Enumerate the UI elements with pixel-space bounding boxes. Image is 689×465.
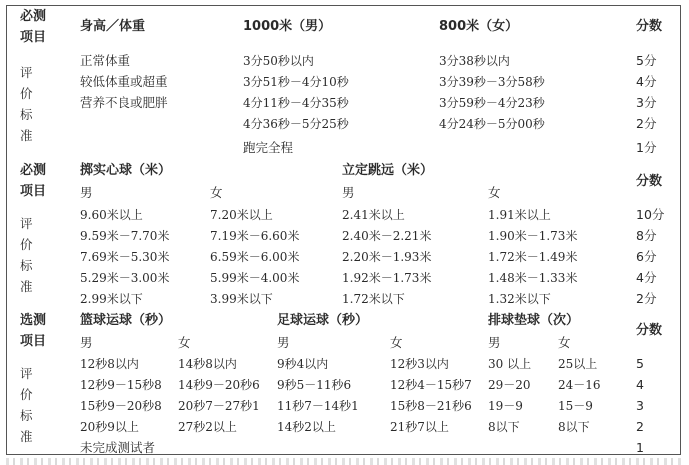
ball-male-standard: 9.60米以上	[80, 208, 143, 222]
header-score: 分数	[636, 174, 663, 189]
foot-female-standard: 15秒8－21秒6	[390, 399, 472, 413]
jump-male-standard: 2.40米－2.21米	[342, 229, 432, 243]
header-standing-jump: 立定跳远（米）	[342, 163, 434, 178]
gender-male-label: 男	[80, 185, 93, 200]
sec1-score: 1分	[636, 140, 657, 155]
sec1-eval-char: 评	[20, 65, 33, 80]
gender-male-label: 男	[277, 335, 290, 350]
jump-female-standard: 1.72米－1.49米	[488, 250, 578, 264]
volley-female-standard: 15－9	[558, 399, 593, 413]
sec1-score: 4分	[636, 74, 657, 89]
m1000-standard: 3分51秒－4分10秒	[243, 75, 349, 89]
ball-female-standard: 5.99米－4.00米	[210, 271, 300, 285]
foot-male-standard: 9秒5－11秒6	[277, 378, 352, 392]
sec2-eval-char: 评	[20, 216, 33, 231]
gender-male-label: 男	[488, 335, 501, 350]
m1000-standard: 4分11秒－4分35秒	[243, 96, 349, 110]
weight-category: 较低体重或超重	[80, 74, 168, 89]
sec1-eval-char: 价	[20, 86, 33, 101]
sec3-eval-char: 准	[20, 429, 33, 444]
volley-male-standard: 19－9	[488, 399, 523, 413]
sec3-score: 5	[636, 356, 644, 371]
sec2-score: 4分	[636, 270, 657, 285]
sec3-score: 3	[636, 398, 644, 413]
basket-female-standard: 27秒2以上	[178, 420, 237, 434]
foot-female-standard: 21秒7以上	[390, 420, 449, 434]
gender-female-label: 女	[178, 335, 191, 350]
volley-female-standard: 25以上	[558, 357, 598, 371]
sec2-eval-char: 标	[20, 258, 33, 273]
sec1-score: 5分	[636, 53, 657, 68]
ball-male-standard: 9.59米－7.70米	[80, 229, 170, 243]
header-height-weight: 身高／体重	[80, 19, 146, 34]
weight-category: 正常体重	[80, 53, 131, 68]
volley-male-standard: 29－20	[488, 378, 531, 392]
jump-male-standard: 2.20米－1.93米	[342, 250, 432, 264]
sec3-eval-char: 评	[20, 366, 33, 381]
sec3-row-label-line2: 项目	[20, 334, 47, 349]
header-basketball-dribble: 篮球运球（秒）	[80, 313, 172, 328]
gender-female-label: 女	[210, 185, 223, 200]
sec1-eval-char: 准	[20, 128, 33, 143]
gender-female-label: 女	[390, 335, 403, 350]
foot-female-standard: 12秒3以内	[390, 357, 449, 371]
foot-male-standard: 11秒7－14秒1	[277, 399, 359, 413]
header-score: 分数	[636, 323, 663, 338]
jump-male-standard: 1.92米－1.73米	[342, 271, 432, 285]
scan-noise-strip	[6, 458, 681, 465]
basket-male-standard: 未完成测试者	[80, 440, 156, 455]
f800-standard: 3分39秒－3分58秒	[439, 75, 545, 89]
volley-female-standard: 8以下	[558, 420, 590, 434]
sec1-row-label-line1: 必测	[20, 9, 47, 24]
header-score: 分数	[636, 19, 663, 34]
sec2-score: 10分	[636, 207, 665, 222]
header-football-dribble: 足球运球（秒）	[277, 313, 369, 328]
m1000-standard: 3分50秒以内	[243, 54, 314, 68]
basket-male-standard: 12秒8以内	[80, 357, 139, 371]
sec2-score: 8分	[636, 228, 657, 243]
sec1-score: 3分	[636, 95, 657, 110]
gender-male-label: 男	[342, 185, 355, 200]
gender-female-label: 女	[558, 335, 571, 350]
ball-male-standard: 5.29米－3.00米	[80, 271, 170, 285]
basket-female-standard: 14秒9－20秒6	[178, 378, 260, 392]
weight-category: 营养不良或肥胖	[80, 95, 168, 110]
sec2-score: 6分	[636, 249, 657, 264]
basket-female-standard: 20秒7－27秒1	[178, 399, 260, 413]
ball-female-standard: 6.59米－6.00米	[210, 250, 300, 264]
jump-male-standard: 2.41米以上	[342, 208, 405, 222]
m1000-standard: 跑完全程	[243, 140, 294, 155]
foot-female-standard: 12秒4－15秒7	[390, 378, 472, 392]
sec2-eval-char: 价	[20, 237, 33, 252]
gender-female-label: 女	[488, 185, 501, 200]
f800-standard: 3分38秒以内	[439, 54, 510, 68]
sec3-score: 4	[636, 377, 644, 392]
ball-female-standard: 7.19米－6.60米	[210, 229, 300, 243]
jump-female-standard: 1.90米－1.73米	[488, 229, 578, 243]
header-volleyball-bump: 排球垫球（次）	[488, 313, 580, 328]
basket-female-standard: 14秒8以内	[178, 357, 237, 371]
gender-male-label: 男	[80, 335, 93, 350]
ball-male-standard: 2.99米以下	[80, 292, 143, 306]
volley-male-standard: 30 以上	[488, 357, 532, 371]
sec3-row-label-line1: 选测	[20, 313, 47, 328]
sec2-row-label-line1: 必测	[20, 163, 47, 178]
foot-male-standard: 14秒2以上	[277, 420, 336, 434]
sec1-row-label-line2: 项目	[20, 30, 47, 45]
ball-female-standard: 3.99米以下	[210, 292, 273, 306]
basket-male-standard: 20秒9以上	[80, 420, 139, 434]
sec3-eval-char: 价	[20, 387, 33, 402]
header-800m-female: 800米（女）	[439, 19, 519, 34]
f800-standard: 3分59秒－4分23秒	[439, 96, 545, 110]
volley-male-standard: 8以下	[488, 420, 520, 434]
foot-male-standard: 9秒4以内	[277, 357, 329, 371]
volley-female-standard: 24－16	[558, 378, 601, 392]
jump-female-standard: 1.91米以上	[488, 208, 551, 222]
header-shot-put: 掷实心球（米）	[80, 163, 172, 178]
sec3-score: 1	[636, 440, 644, 455]
ball-male-standard: 7.69米－5.30米	[80, 250, 170, 264]
ball-female-standard: 7.20米以上	[210, 208, 273, 222]
jump-female-standard: 1.32米以下	[488, 292, 551, 306]
basket-male-standard: 15秒9－20秒8	[80, 399, 162, 413]
sec3-eval-char: 标	[20, 408, 33, 423]
header-1000m-male: 1000米（男）	[243, 19, 332, 34]
sec1-score: 2分	[636, 116, 657, 131]
basket-male-standard: 12秒9－15秒8	[80, 378, 162, 392]
jump-male-standard: 1.72米以下	[342, 292, 405, 306]
f800-standard: 4分24秒－5分00秒	[439, 117, 545, 131]
sec2-score: 2分	[636, 291, 657, 306]
sec3-score: 2	[636, 419, 644, 434]
sec2-eval-char: 准	[20, 279, 33, 294]
m1000-standard: 4分36秒－5分25秒	[243, 117, 349, 131]
jump-female-standard: 1.48米－1.33米	[488, 271, 578, 285]
sec2-row-label-line2: 项目	[20, 184, 47, 199]
sec1-eval-char: 标	[20, 107, 33, 122]
